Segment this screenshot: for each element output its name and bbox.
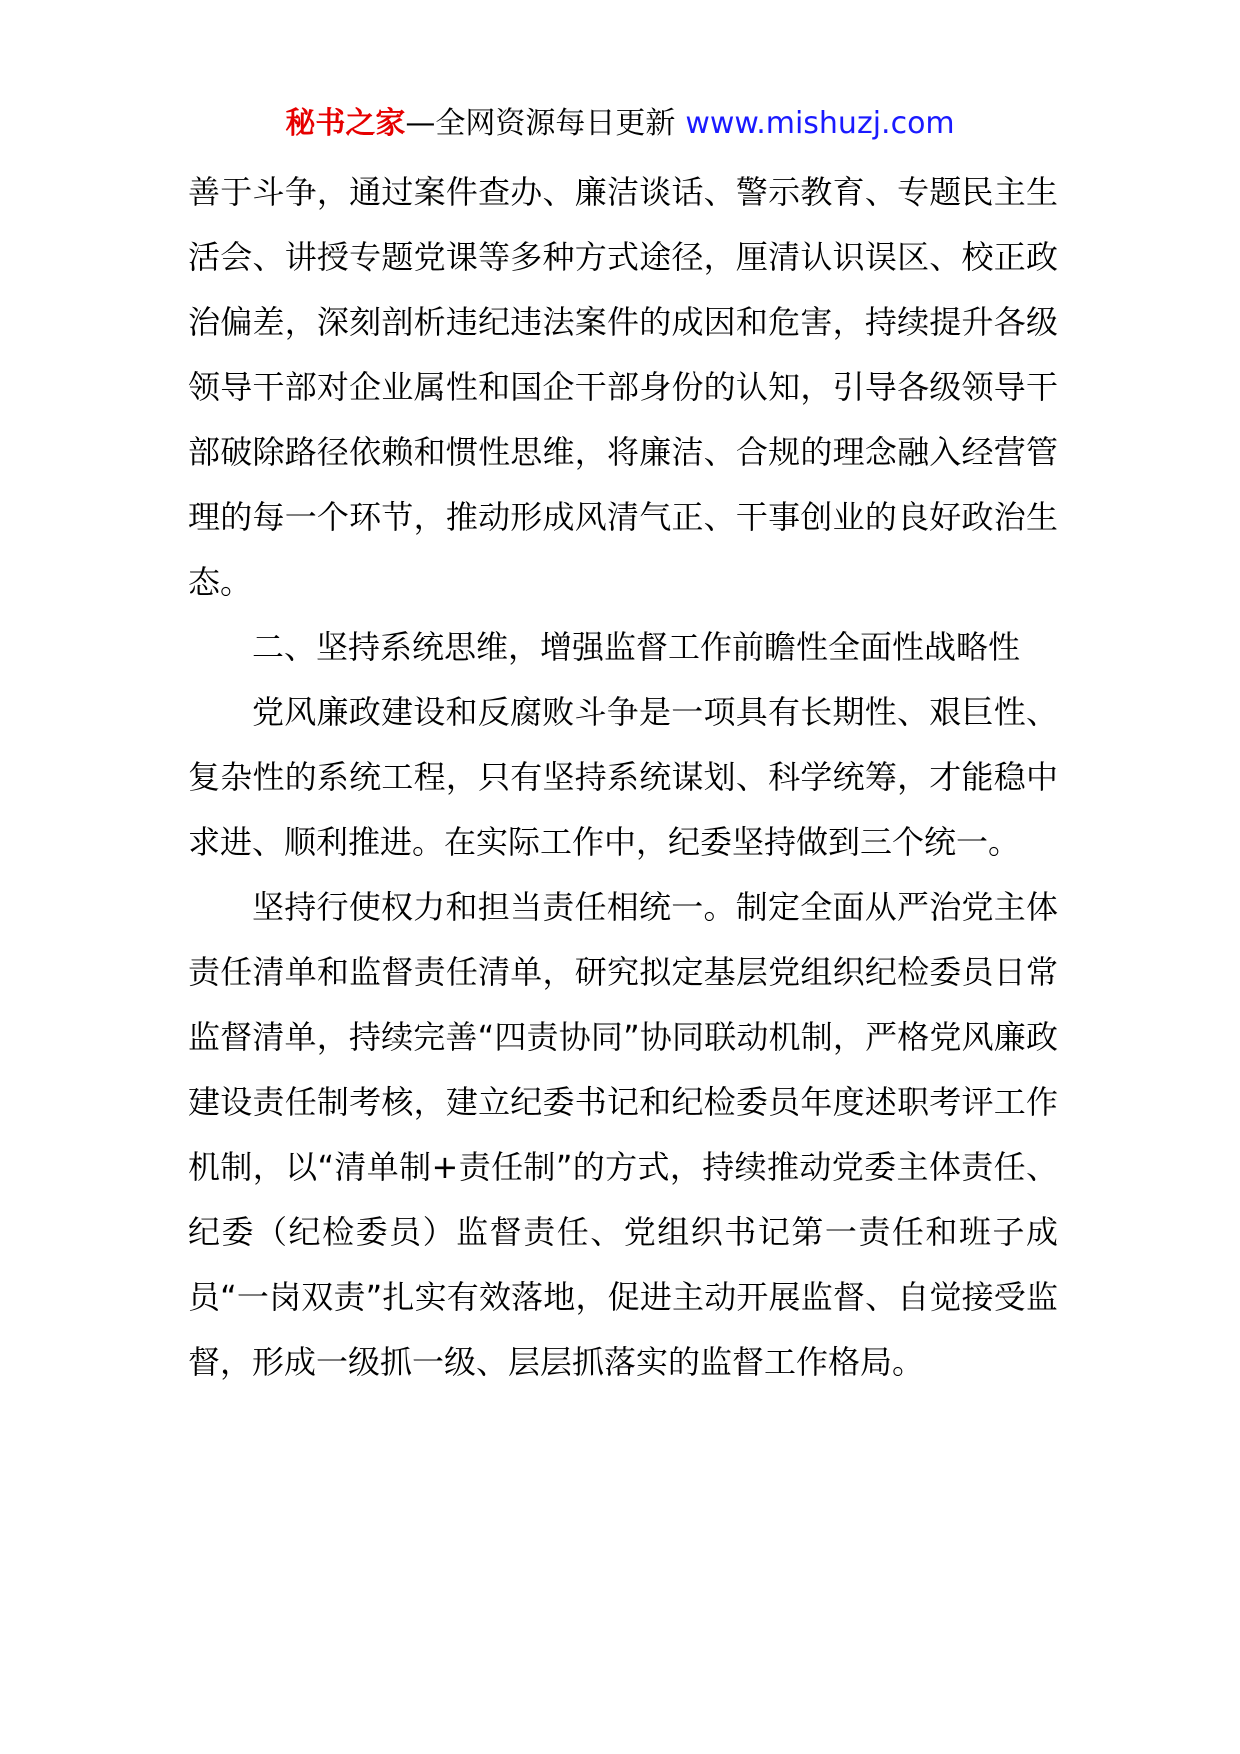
section-heading: 二、坚持系统思维，增强监督工作前瞻性全面性战略性 (252, 628, 1021, 666)
website-link[interactable]: www.mishuzj.com (685, 106, 955, 141)
paragraph-continuation: 善于斗争，通过案件查办、廉洁谈话、警示教育、专题民主生活会、讲授专题党课等多种方式途径，厘清认识误区、校正政治偏差，深刻剖析违纪违法案件的成因和危害，持续提升各级领导干部对企业属性和国企干部身份的认知，引导各级领导干部破除路径依赖和惯性思维，将廉洁、合规的理念融入经营管理的每一个环节，推动形成风清气正、干事创业的良好政治生态。 (188, 173, 1058, 601)
page-header (0, 100, 1240, 148)
paragraph: 党风廉政建设和反腐败斗争是一项具有长期性、艰巨性、复杂性的系统工程，只有坚持系统谋划、科学统筹，才能稳中求进、顺利推进。在实际工作中，纪委坚持做到三个统一。 (188, 693, 1058, 861)
paragraph: 坚持行使权力和担当责任相统一。制定全面从严治党主体责任清单和监督责任清单，研究拟定基层党组织纪检委员日常监督清单，持续完善“四责协同”协同联动机制，严格党风廉政建设责任制考核，建立纪委书记和纪检委员年度述职考评工作机制，以“清单制+责任制”的方式，持续推动党委主体责任、纪委（纪检委员）监督责任、党组织书记第一责任和班子成员“一岗双责”扎实有效落地，促进主动开展监督、自觉接受监督，形成一级抓一级、层层抓落实的监督工作格局。 (188, 888, 1058, 1381)
brand-name: 秘书之家 (285, 106, 406, 141)
document-body (188, 160, 1058, 1395)
header-tagline: —全网资源每日更新 (405, 106, 676, 141)
